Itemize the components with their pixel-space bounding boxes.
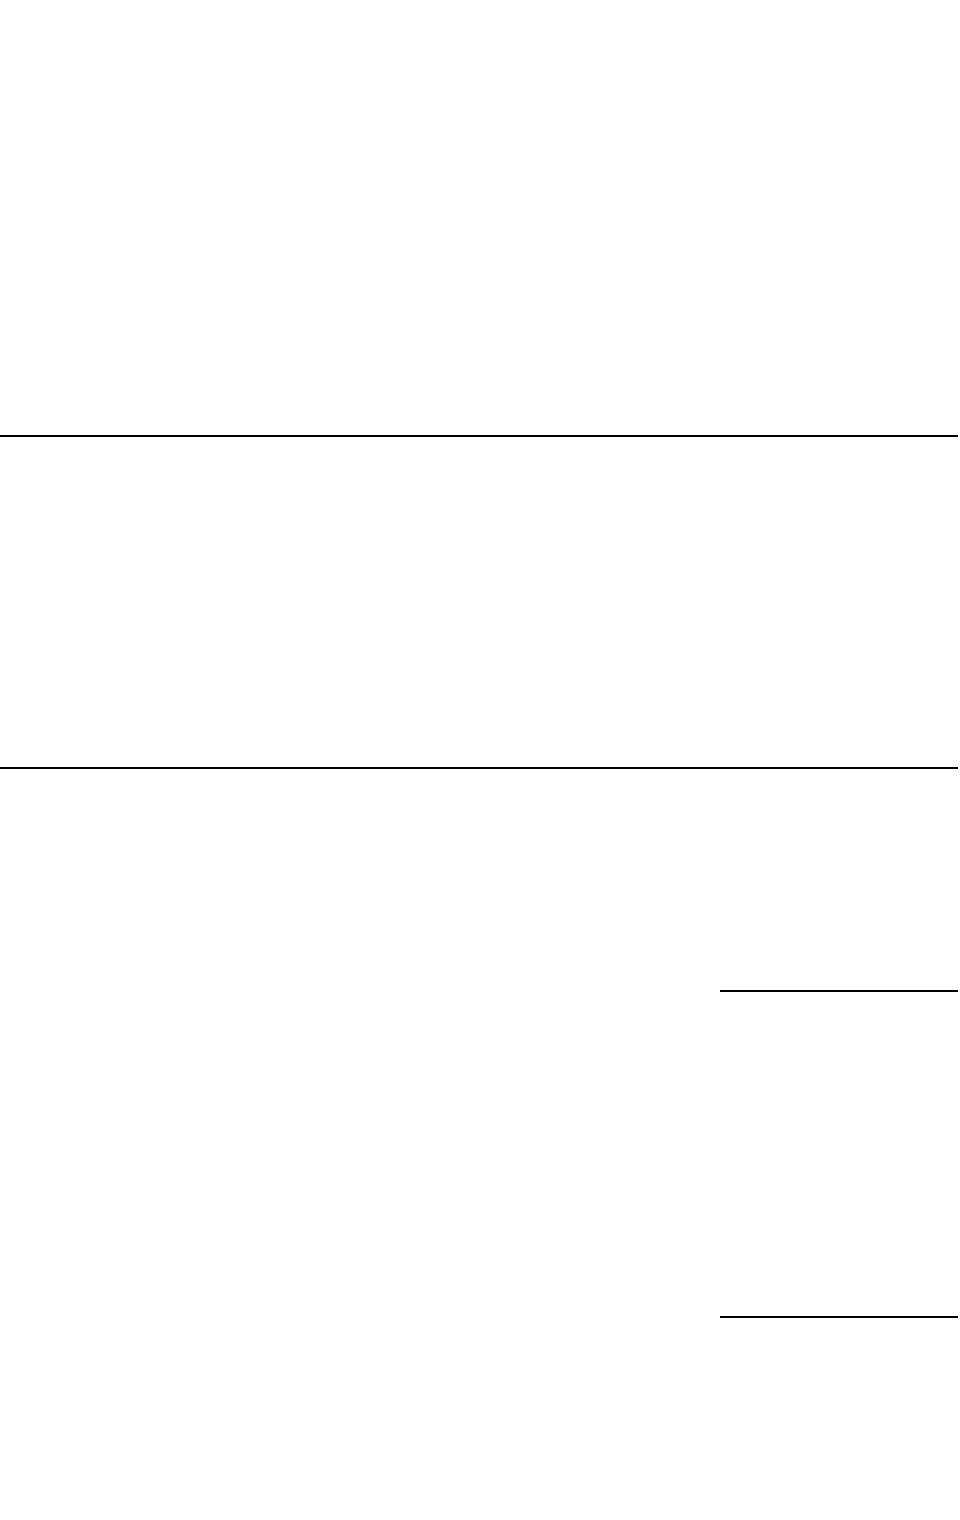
table-footer-rule <box>0 767 958 769</box>
header-standard <box>352 383 488 386</box>
table-header-rule <box>0 435 958 437</box>
header-share <box>490 383 602 386</box>
coefficients-rule <box>720 990 958 992</box>
header-part <box>604 383 684 386</box>
header-adjusted <box>806 383 934 386</box>
result-rule <box>720 1316 958 1318</box>
